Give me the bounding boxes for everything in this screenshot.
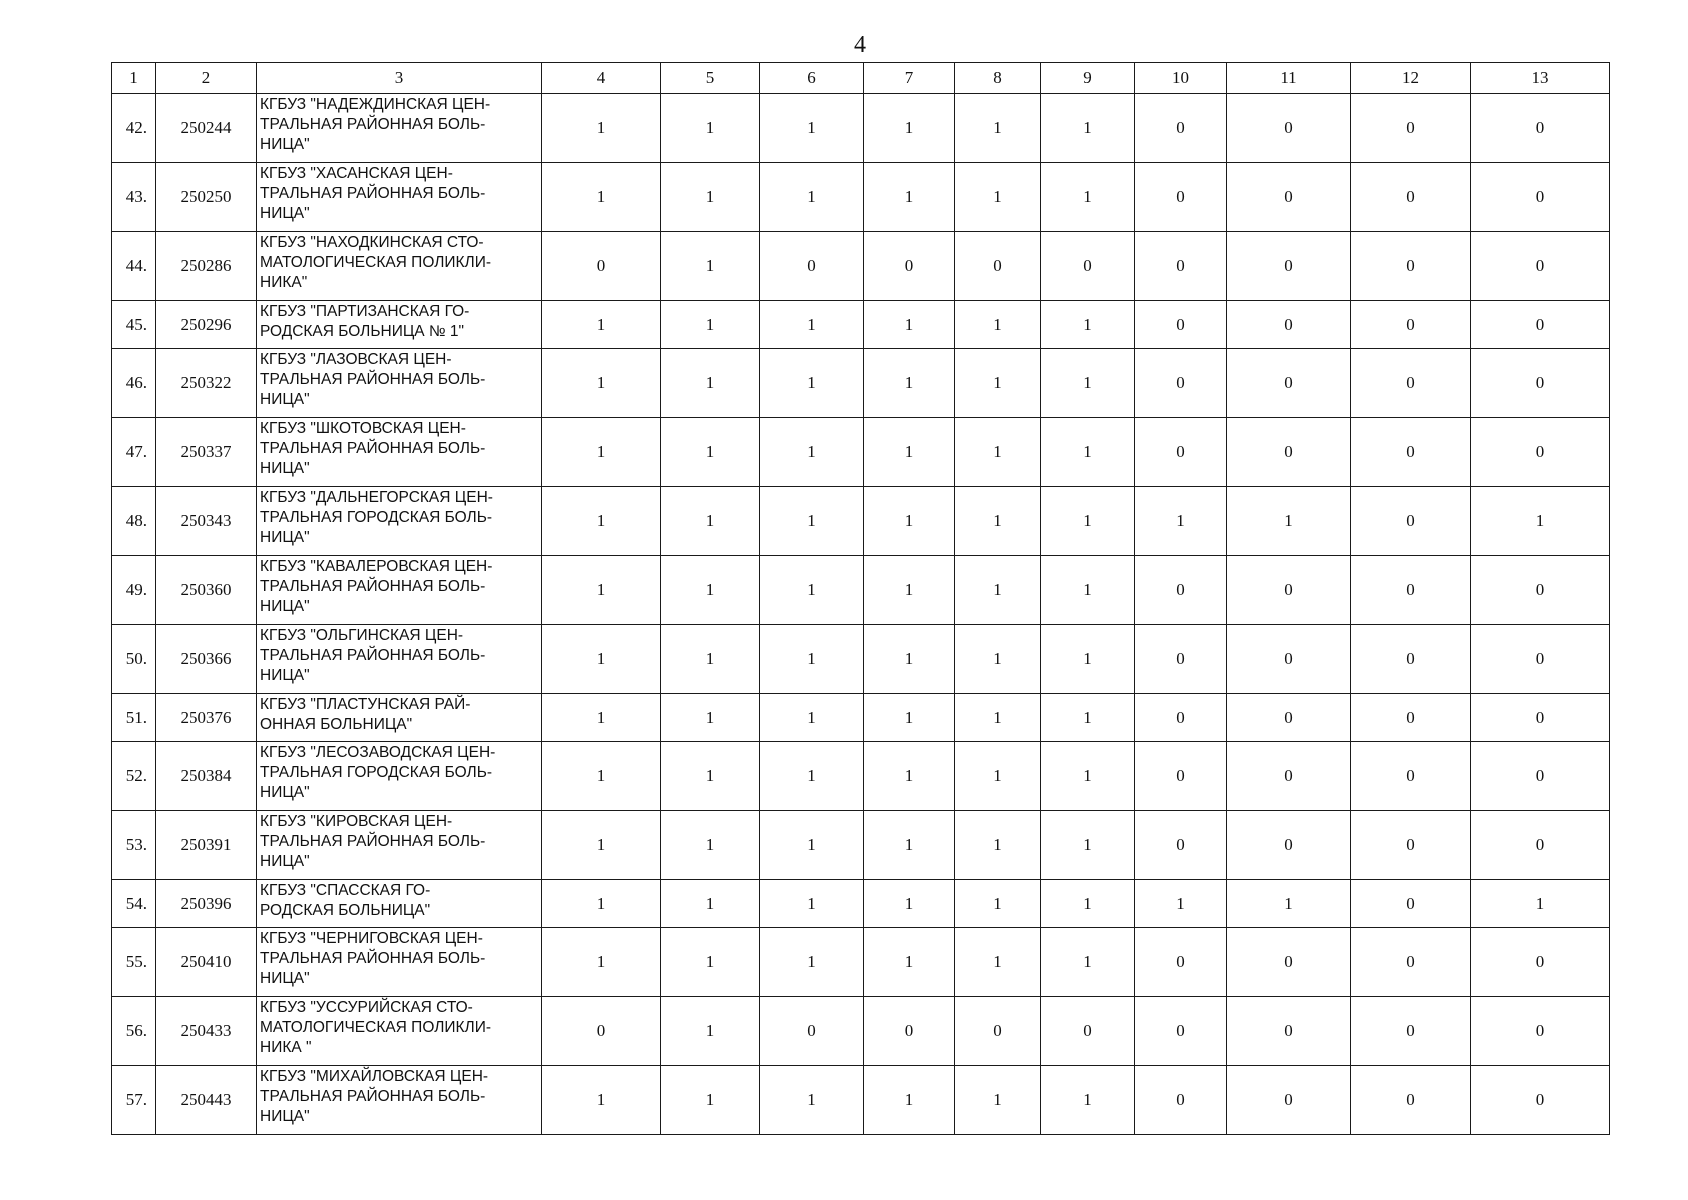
value-cell: 0 [1351, 880, 1471, 928]
value-cell: 0 [1135, 232, 1227, 301]
value-cell: 1 [864, 349, 955, 418]
value-cell: 0 [1471, 301, 1610, 349]
value-cell: 0 [1471, 625, 1610, 694]
value-cell: 0 [1351, 94, 1471, 163]
org-code: 250410 [156, 928, 257, 997]
value-cell: 0 [1351, 163, 1471, 232]
value-cell: 1 [661, 487, 760, 556]
value-cell: 0 [542, 232, 661, 301]
value-cell: 1 [1227, 880, 1351, 928]
value-cell: 1 [542, 418, 661, 487]
value-cell: 0 [1471, 1066, 1610, 1135]
value-cell: 0 [1471, 163, 1610, 232]
table-row [112, 811, 1610, 880]
row-number: 46. [112, 349, 156, 418]
value-cell: 0 [1135, 625, 1227, 694]
value-cell: 1 [542, 556, 661, 625]
value-cell: 1 [1471, 487, 1610, 556]
org-name: КГБУЗ "КАВАЛЕРОВСКАЯ ЦЕН- ТРАЛЬНАЯ РАЙОННАЯ БОЛЬ- НИЦА" [257, 556, 542, 625]
table-row [112, 1066, 1610, 1135]
value-cell: 1 [955, 928, 1041, 997]
value-cell: 1 [955, 487, 1041, 556]
value-cell: 1 [760, 349, 864, 418]
row-number: 49. [112, 556, 156, 625]
value-cell: 0 [1471, 232, 1610, 301]
value-cell: 1 [955, 694, 1041, 742]
value-cell: 1 [955, 742, 1041, 811]
value-cell: 0 [1135, 997, 1227, 1066]
value-cell: 0 [1135, 928, 1227, 997]
row-number: 45. [112, 301, 156, 349]
org-name: КГБУЗ "УССУРИЙСКАЯ СТО- МАТОЛОГИЧЕСКАЯ ПОЛИКЛИ- НИКА " [257, 997, 542, 1066]
table-row [112, 349, 1610, 418]
row-number: 57. [112, 1066, 156, 1135]
value-cell: 1 [542, 94, 661, 163]
table-row [112, 928, 1610, 997]
org-code: 250366 [156, 625, 257, 694]
value-cell: 1 [1041, 625, 1135, 694]
value-cell: 0 [1135, 418, 1227, 487]
org-code: 250286 [156, 232, 257, 301]
table-row [112, 625, 1610, 694]
data-table [111, 62, 1610, 1135]
org-code: 250391 [156, 811, 257, 880]
value-cell: 1 [864, 742, 955, 811]
value-cell: 0 [1351, 997, 1471, 1066]
value-cell: 1 [542, 811, 661, 880]
row-number: 55. [112, 928, 156, 997]
row-number: 43. [112, 163, 156, 232]
value-cell: 1 [760, 880, 864, 928]
value-cell: 1 [864, 694, 955, 742]
value-cell: 1 [1135, 487, 1227, 556]
column-header: 6 [760, 63, 864, 94]
row-number: 50. [112, 625, 156, 694]
value-cell: 0 [1351, 1066, 1471, 1135]
value-cell: 1 [542, 880, 661, 928]
value-cell: 0 [1351, 556, 1471, 625]
value-cell: 1 [864, 487, 955, 556]
row-number: 44. [112, 232, 156, 301]
org-code: 250443 [156, 1066, 257, 1135]
column-header: 4 [542, 63, 661, 94]
value-cell: 0 [864, 232, 955, 301]
table-row [112, 301, 1610, 349]
value-cell: 0 [1227, 1066, 1351, 1135]
value-cell: 1 [1041, 163, 1135, 232]
value-cell: 0 [760, 232, 864, 301]
value-cell: 1 [661, 694, 760, 742]
column-header: 10 [1135, 63, 1227, 94]
table-row [112, 163, 1610, 232]
value-cell: 0 [1135, 94, 1227, 163]
value-cell: 0 [1227, 694, 1351, 742]
value-cell: 0 [1471, 811, 1610, 880]
table-row [112, 997, 1610, 1066]
row-number: 51. [112, 694, 156, 742]
value-cell: 0 [1227, 625, 1351, 694]
row-number: 53. [112, 811, 156, 880]
value-cell: 1 [955, 163, 1041, 232]
value-cell: 1 [661, 418, 760, 487]
value-cell: 1 [661, 1066, 760, 1135]
value-cell: 1 [1041, 742, 1135, 811]
value-cell: 1 [955, 349, 1041, 418]
org-code: 250360 [156, 556, 257, 625]
column-header: 1 [112, 63, 156, 94]
org-code: 250343 [156, 487, 257, 556]
value-cell: 1 [542, 1066, 661, 1135]
row-number: 52. [112, 742, 156, 811]
value-cell: 1 [760, 811, 864, 880]
value-cell: 1 [661, 94, 760, 163]
value-cell: 0 [1351, 742, 1471, 811]
value-cell: 1 [1041, 418, 1135, 487]
value-cell: 0 [1135, 694, 1227, 742]
value-cell: 0 [1351, 349, 1471, 418]
page-number: 4 [854, 32, 866, 58]
value-cell: 1 [542, 301, 661, 349]
org-name: КГБУЗ "ПЛАСТУНСКАЯ РАЙ- ОННАЯ БОЛЬНИЦА" [257, 694, 542, 742]
value-cell: 0 [1471, 742, 1610, 811]
value-cell: 1 [542, 694, 661, 742]
value-cell: 1 [1041, 94, 1135, 163]
value-cell: 1 [864, 880, 955, 928]
org-name: КГБУЗ "СПАССКАЯ ГО- РОДСКАЯ БОЛЬНИЦА" [257, 880, 542, 928]
value-cell: 0 [1471, 556, 1610, 625]
value-cell: 0 [1135, 811, 1227, 880]
org-code: 250322 [156, 349, 257, 418]
value-cell: 0 [1135, 742, 1227, 811]
org-name: КГБУЗ "НАХОДКИНСКАЯ СТО- МАТОЛОГИЧЕСКАЯ ПОЛИКЛИ- НИКА" [257, 232, 542, 301]
value-cell: 1 [955, 625, 1041, 694]
value-cell: 1 [1041, 556, 1135, 625]
value-cell: 0 [1471, 349, 1610, 418]
table-row [112, 694, 1610, 742]
value-cell: 1 [864, 1066, 955, 1135]
value-cell: 1 [542, 928, 661, 997]
value-cell: 0 [542, 997, 661, 1066]
table-row [112, 880, 1610, 928]
column-header: 9 [1041, 63, 1135, 94]
value-cell: 1 [542, 349, 661, 418]
value-cell: 1 [542, 625, 661, 694]
value-cell: 1 [864, 556, 955, 625]
org-name: КГБУЗ "ОЛЬГИНСКАЯ ЦЕН- ТРАЛЬНАЯ РАЙОННАЯ БОЛЬ- НИЦА" [257, 625, 542, 694]
org-code: 250384 [156, 742, 257, 811]
row-number: 47. [112, 418, 156, 487]
value-cell: 1 [1041, 487, 1135, 556]
value-cell: 1 [661, 232, 760, 301]
value-cell: 1 [864, 163, 955, 232]
org-name: КГБУЗ "ХАСАНСКАЯ ЦЕН- ТРАЛЬНАЯ РАЙОННАЯ БОЛЬ- НИЦА" [257, 163, 542, 232]
value-cell: 0 [1135, 163, 1227, 232]
value-cell: 0 [1227, 94, 1351, 163]
column-header: 8 [955, 63, 1041, 94]
value-cell: 1 [1041, 349, 1135, 418]
value-cell: 1 [864, 301, 955, 349]
value-cell: 1 [760, 625, 864, 694]
org-code: 250433 [156, 997, 257, 1066]
value-cell: 1 [1471, 880, 1610, 928]
column-header: 7 [864, 63, 955, 94]
value-cell: 0 [955, 232, 1041, 301]
org-code: 250376 [156, 694, 257, 742]
value-cell: 0 [1227, 349, 1351, 418]
value-cell: 1 [864, 811, 955, 880]
value-cell: 1 [661, 742, 760, 811]
value-cell: 0 [1227, 556, 1351, 625]
value-cell: 0 [1471, 418, 1610, 487]
value-cell: 1 [661, 301, 760, 349]
value-cell: 1 [760, 487, 864, 556]
value-cell: 1 [864, 418, 955, 487]
value-cell: 0 [1227, 742, 1351, 811]
value-cell: 0 [955, 997, 1041, 1066]
value-cell: 0 [1351, 625, 1471, 694]
table-row [112, 232, 1610, 301]
value-cell: 0 [760, 997, 864, 1066]
value-cell: 1 [661, 880, 760, 928]
value-cell: 0 [864, 997, 955, 1066]
value-cell: 0 [1351, 232, 1471, 301]
table-row [112, 742, 1610, 811]
value-cell: 0 [1351, 811, 1471, 880]
value-cell: 1 [661, 811, 760, 880]
column-header: 12 [1351, 63, 1471, 94]
value-cell: 1 [760, 418, 864, 487]
value-cell: 0 [1227, 232, 1351, 301]
org-name: КГБУЗ "НАДЕЖДИНСКАЯ ЦЕН- ТРАЛЬНАЯ РАЙОННАЯ БОЛЬ- НИЦА" [257, 94, 542, 163]
value-cell: 1 [864, 94, 955, 163]
value-cell: 1 [661, 163, 760, 232]
value-cell: 0 [1471, 997, 1610, 1066]
value-cell: 0 [1227, 811, 1351, 880]
value-cell: 1 [542, 742, 661, 811]
org-name: КГБУЗ "КИРОВСКАЯ ЦЕН- ТРАЛЬНАЯ РАЙОННАЯ БОЛЬ- НИЦА" [257, 811, 542, 880]
column-header: 13 [1471, 63, 1610, 94]
value-cell: 0 [1227, 928, 1351, 997]
value-cell: 0 [1135, 556, 1227, 625]
value-cell: 1 [760, 928, 864, 997]
value-cell: 0 [1135, 301, 1227, 349]
table-row [112, 556, 1610, 625]
row-number: 56. [112, 997, 156, 1066]
value-cell: 0 [1227, 997, 1351, 1066]
value-cell: 1 [661, 997, 760, 1066]
value-cell: 0 [1471, 694, 1610, 742]
header-row [112, 63, 1610, 94]
org-code: 250396 [156, 880, 257, 928]
column-header: 5 [661, 63, 760, 94]
value-cell: 1 [760, 742, 864, 811]
value-cell: 1 [955, 1066, 1041, 1135]
value-cell: 0 [1041, 232, 1135, 301]
value-cell: 0 [1351, 301, 1471, 349]
value-cell: 1 [1041, 301, 1135, 349]
org-name: КГБУЗ "ЛАЗОВСКАЯ ЦЕН- ТРАЛЬНАЯ РАЙОННАЯ БОЛЬ- НИЦА" [257, 349, 542, 418]
column-header: 2 [156, 63, 257, 94]
value-cell: 0 [1227, 163, 1351, 232]
value-cell: 1 [955, 880, 1041, 928]
value-cell: 1 [1041, 880, 1135, 928]
value-cell: 1 [955, 418, 1041, 487]
org-name: КГБУЗ "ЧЕРНИГОВСКАЯ ЦЕН- ТРАЛЬНАЯ РАЙОННАЯ БОЛЬ- НИЦА" [257, 928, 542, 997]
value-cell: 0 [1471, 94, 1610, 163]
value-cell: 1 [955, 301, 1041, 349]
org-code: 250250 [156, 163, 257, 232]
row-number: 42. [112, 94, 156, 163]
value-cell: 1 [1041, 811, 1135, 880]
value-cell: 1 [661, 349, 760, 418]
value-cell: 1 [955, 94, 1041, 163]
value-cell: 0 [1351, 694, 1471, 742]
table-row [112, 487, 1610, 556]
value-cell: 1 [1135, 880, 1227, 928]
value-cell: 0 [1135, 1066, 1227, 1135]
row-number: 48. [112, 487, 156, 556]
org-name: КГБУЗ "ПАРТИЗАНСКАЯ ГО- РОДСКАЯ БОЛЬНИЦА № 1" [257, 301, 542, 349]
value-cell: 1 [542, 487, 661, 556]
table-row [112, 418, 1610, 487]
value-cell: 0 [1135, 349, 1227, 418]
column-header: 11 [1227, 63, 1351, 94]
value-cell: 1 [760, 163, 864, 232]
org-name: КГБУЗ "ЛЕСОЗАВОДСКАЯ ЦЕН- ТРАЛЬНАЯ ГОРОДСКАЯ БОЛЬ- НИЦА" [257, 742, 542, 811]
row-number: 54. [112, 880, 156, 928]
value-cell: 1 [1041, 1066, 1135, 1135]
value-cell: 1 [661, 928, 760, 997]
value-cell: 0 [1041, 997, 1135, 1066]
org-code: 250244 [156, 94, 257, 163]
value-cell: 1 [955, 811, 1041, 880]
value-cell: 1 [1041, 928, 1135, 997]
value-cell: 1 [864, 625, 955, 694]
org-name: КГБУЗ "ШКОТОВСКАЯ ЦЕН- ТРАЛЬНАЯ РАЙОННАЯ БОЛЬ- НИЦА" [257, 418, 542, 487]
org-name: КГБУЗ "МИХАЙЛОВСКАЯ ЦЕН- ТРАЛЬНАЯ РАЙОННАЯ БОЛЬ- НИЦА" [257, 1066, 542, 1135]
value-cell: 0 [1351, 928, 1471, 997]
value-cell: 0 [1351, 418, 1471, 487]
value-cell: 1 [760, 1066, 864, 1135]
value-cell: 1 [760, 694, 864, 742]
value-cell: 0 [1227, 301, 1351, 349]
value-cell: 1 [760, 301, 864, 349]
org-code: 250296 [156, 301, 257, 349]
value-cell: 1 [1041, 694, 1135, 742]
table-body [112, 94, 1610, 1135]
value-cell: 0 [1351, 487, 1471, 556]
value-cell: 1 [864, 928, 955, 997]
value-cell: 1 [661, 625, 760, 694]
value-cell: 1 [760, 556, 864, 625]
column-header: 3 [257, 63, 542, 94]
value-cell: 1 [760, 94, 864, 163]
org-name: КГБУЗ "ДАЛЬНЕГОРСКАЯ ЦЕН- ТРАЛЬНАЯ ГОРОДСКАЯ БОЛЬ- НИЦА" [257, 487, 542, 556]
value-cell: 1 [661, 556, 760, 625]
value-cell: 1 [955, 556, 1041, 625]
value-cell: 1 [1227, 487, 1351, 556]
value-cell: 0 [1471, 928, 1610, 997]
value-cell: 1 [542, 163, 661, 232]
table-row [112, 94, 1610, 163]
org-code: 250337 [156, 418, 257, 487]
value-cell: 0 [1227, 418, 1351, 487]
